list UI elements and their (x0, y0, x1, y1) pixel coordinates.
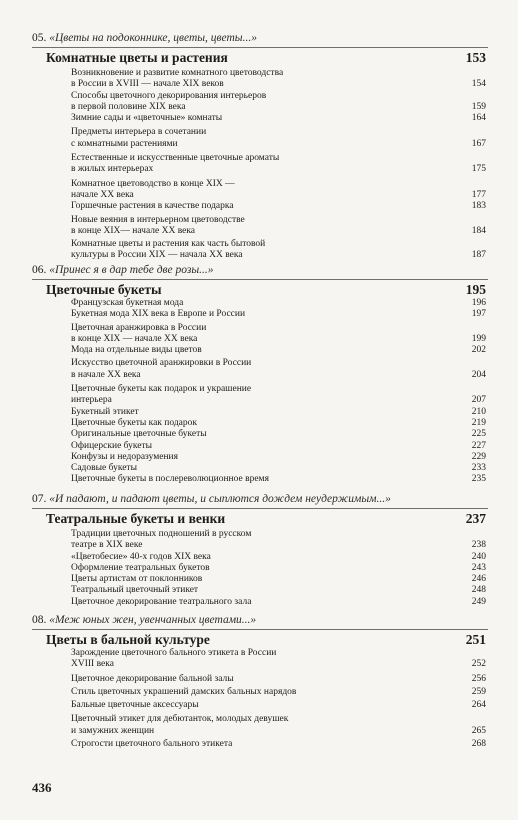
entry-page: 225 (471, 429, 486, 440)
toc-entry: Способы цветочного декорирования интерьеров в первой половине XIX века 159 (71, 90, 486, 112)
toc-entry: Цветочные букеты в послереволюционное время 235 (71, 474, 486, 485)
section-divider (32, 47, 488, 48)
entry-page: 210 (471, 406, 486, 417)
section-divider (32, 508, 488, 509)
entry-page: 154 (471, 79, 486, 90)
entry-page: 187 (471, 250, 486, 261)
section-08 (32, 612, 488, 750)
entry-page: 246 (471, 574, 486, 585)
section-06 (32, 262, 488, 486)
entry-page: 229 (471, 451, 486, 462)
toc-entry: Стиль цветочных украшений дамских бальных нарядов 259 (71, 686, 486, 697)
toc-entry: Цветочные букеты как подарок 219 (71, 417, 486, 428)
entry-page: 264 (471, 700, 486, 711)
chapter-title: Комнатные цветы и растения (46, 50, 228, 65)
chapter-heading (46, 49, 488, 66)
chapter-page: 251 (465, 632, 486, 647)
chapter-page: 237 (465, 511, 486, 526)
toc-entry: Строгости цветочного бального этикета 268 (71, 739, 486, 750)
entry-page: 196 (471, 298, 486, 308)
toc-entry: Театральный цветочный этикет 248 (71, 585, 486, 596)
chapter-heading (46, 510, 488, 527)
entry-page: 197 (471, 309, 486, 320)
toc-entries (71, 68, 488, 262)
toc-entry: Букетный этикет 210 (71, 406, 486, 417)
entry-page: 243 (471, 562, 486, 573)
toc-entry: Цветочное декорирование бальной залы 256 (71, 673, 486, 684)
toc-entry: Предметы интерьера в сочетании с комнатными растениями 167 (71, 127, 486, 149)
section-epigraph: «Принес я в дар тебе две розы...» (49, 264, 214, 276)
entry-page: 233 (471, 463, 486, 474)
page-number: 436 (32, 780, 52, 795)
toc-entry: Горшечные растения в качестве подарка 183 (71, 201, 486, 212)
toc-entry: Естественные и искусственные цветочные ароматы в жилых интерьерах 175 (71, 153, 486, 175)
entry-page: 259 (471, 686, 486, 697)
entry-page: 167 (471, 138, 486, 149)
toc-entry: Оригинальные цветочные букеты 225 (71, 429, 486, 440)
entry-page: 252 (471, 659, 486, 670)
toc-entries (71, 529, 488, 608)
entry-page: 268 (471, 739, 486, 750)
entry-page: 238 (471, 540, 486, 551)
toc-entry: Цветочные букеты как подарок и украшение интерьера 207 (71, 384, 486, 406)
section-header (32, 612, 488, 629)
entry-page: 164 (471, 113, 486, 124)
chapter-heading (46, 281, 488, 298)
entry-page: 177 (471, 189, 486, 200)
entry-page: 175 (471, 164, 486, 175)
toc-entry: «Цветобесие» 40-х годов XIX века 240 (71, 551, 486, 562)
entry-page: 256 (471, 673, 486, 684)
chapter-page: 195 (465, 282, 486, 297)
chapter-title: Цветочные букеты (46, 282, 162, 297)
section-epigraph: «И падают, и падают цветы, и сыплются дождем неудержимым...» (49, 493, 391, 505)
toc-entry: Конфузы и недоразумения 229 (71, 451, 486, 462)
toc-entry: Зимние сады и «цветочные» комнаты 164 (71, 113, 486, 124)
entry-page: 199 (471, 333, 486, 344)
section-divider (32, 279, 488, 280)
chapter-title: Цветы в бальной культуре (46, 632, 210, 647)
section-epigraph: «Меж юных жен, увенчанных цветами...» (49, 614, 257, 626)
toc-entry: Цветочный этикет для дебютанток, молодых девушек и замужних женщин 265 (71, 714, 486, 736)
toc-entry: Оформление театральных букетов 243 (71, 562, 486, 573)
toc-entries (71, 648, 488, 750)
chapter-heading (46, 631, 488, 648)
toc-entry: Комнатное цветоводство в конце XIX — начале XX века 177 (71, 178, 486, 200)
section-header (32, 30, 488, 47)
toc-entry: Офицерские букеты 227 (71, 440, 486, 451)
entry-page: 207 (471, 395, 486, 406)
toc-entry: Мода на отдельные виды цветов 202 (71, 345, 486, 356)
toc-entries (71, 298, 488, 486)
toc-entry: Возникновение и развитие комнатного цветоводства в России в XVIII — начале XIX веков 154 (71, 68, 486, 90)
toc-entry: Садовые букеты 233 (71, 463, 486, 474)
entry-page: 248 (471, 585, 486, 596)
section-divider (32, 629, 488, 630)
toc-entry: Цветочная аранжировка в России в конце XIX — начале XX века 199 (71, 322, 486, 344)
section-header (32, 491, 488, 508)
entry-page: 183 (471, 201, 486, 212)
entry-page: 235 (471, 474, 486, 485)
entry-page: 219 (471, 417, 486, 428)
chapter-page: 153 (465, 50, 486, 65)
chapter-title: Театральные букеты и венки (46, 511, 226, 526)
entry-page: 184 (471, 225, 486, 236)
toc-entry: Французская букетная мода 196 (71, 298, 486, 308)
section-number: 05. (32, 32, 47, 44)
entry-page: 240 (471, 551, 486, 562)
section-07 (32, 491, 488, 608)
toc-entry: Искусство цветочной аранжировки в России в начале XX века 204 (71, 358, 486, 380)
toc-entry: Зарождение цветочного бального этикета в России XVIII века 252 (71, 648, 486, 670)
toc-entry: Традиции цветочных подношений в русском театре в XIX веке 238 (71, 529, 486, 551)
section-number: 08. (32, 614, 47, 626)
section-header (32, 262, 488, 279)
entry-page: 249 (471, 596, 486, 607)
entry-page: 202 (471, 345, 486, 356)
toc-entry: Бальные цветочные аксессуары 264 (71, 700, 486, 711)
section-05 (32, 30, 488, 262)
entry-page: 159 (471, 101, 486, 112)
toc-entry: Цветочное декорирование театрального зала 249 (71, 596, 486, 607)
section-number: 07. (32, 493, 47, 505)
entry-page: 265 (471, 725, 486, 736)
entry-page: 204 (471, 369, 486, 380)
toc-entry: Комнатные цветы и растения как часть бытовой культуры в России XIX — начала XX века 187 (71, 239, 486, 261)
toc-entry: Букетная мода XIX века в Европе и России 197 (71, 309, 486, 320)
section-epigraph: «Цветы на подоконнике, цветы, цветы...» (49, 32, 257, 44)
entry-page: 227 (471, 440, 486, 451)
section-number: 06. (32, 264, 47, 276)
toc-entry: Новые веяния в интерьерном цветоводстве в конце XIX— начале XX века 184 (71, 214, 486, 236)
toc-entry: Цветы артистам от поклонников 246 (71, 574, 486, 585)
